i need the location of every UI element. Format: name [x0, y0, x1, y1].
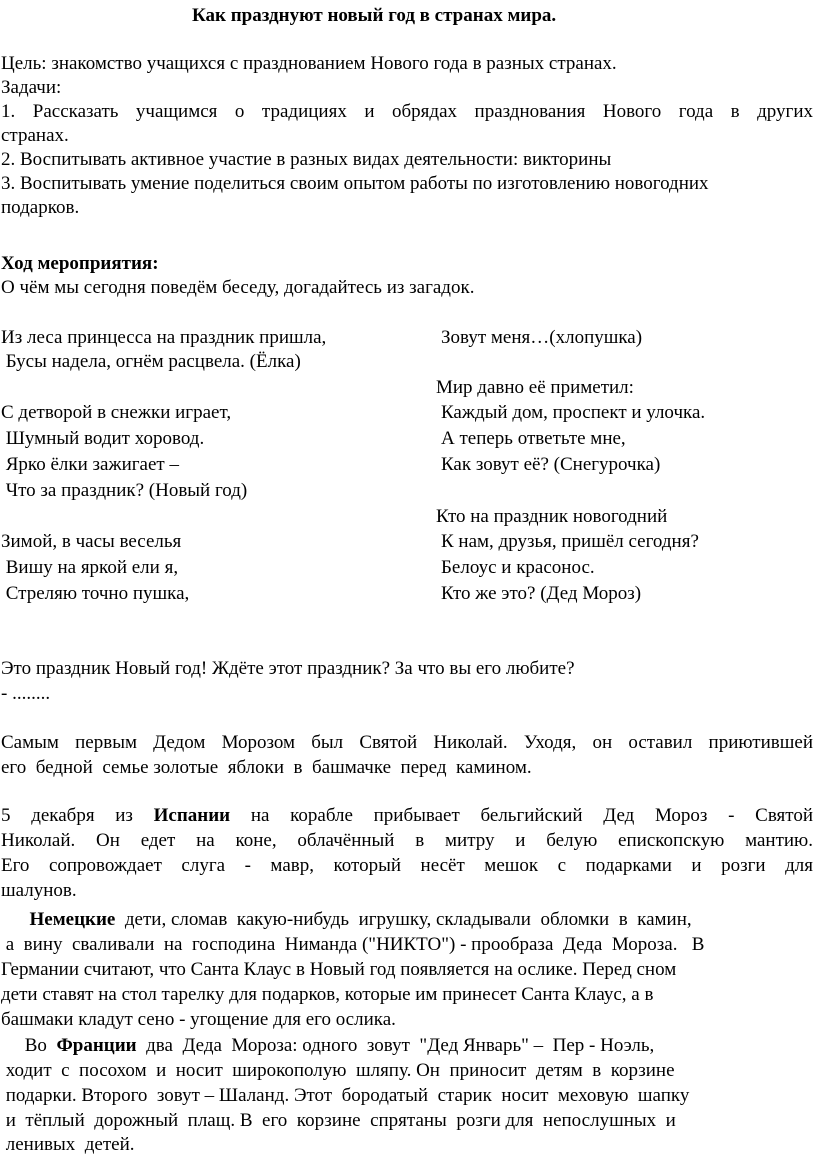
riddle-left-line: Стреляю точно пушка, — [1, 583, 190, 604]
riddle-right-line: Как зовут её? (Снегурочка) — [441, 454, 661, 475]
riddle-right-line: Кто же это? (Дед Мороз) — [441, 583, 642, 604]
riddle-left-line: Зимой, в часы веселья — [1, 531, 182, 552]
dots-line: - ........ — [1, 683, 51, 704]
germany-line-post: дети, сломав какую-нибудь игрушку, складывали обломки в камин, — [115, 909, 692, 930]
title-text: Как празднуют новый год в странах мира. — [192, 5, 557, 26]
riddle-right-line: Кто на праздник новогодний — [436, 506, 668, 527]
task-line: странах. — [1, 125, 69, 146]
spain-line-post: на корабле прибывает бельгийский Дед Мороз - Святой — [230, 805, 813, 826]
tasks-heading: Задачи: — [1, 77, 62, 98]
riddle-left-line: Из леса принцесса на праздник пришла, — [1, 327, 327, 348]
riddle-right-line: Каждый дом, проспект и улочка. — [441, 402, 706, 423]
spain-line — [1, 804, 813, 828]
spain-country: Испании — [153, 805, 231, 826]
france-line: и тёплый дорожный плащ. В его корзине спрятаны розги для непослушных и — [1, 1110, 676, 1131]
intro-line: О чём мы сегодня поведём беседу, догадайтесь из загадок. — [1, 277, 475, 298]
task-line: 2. Воспитывать активное участие в разных видах деятельности: викторины — [1, 149, 612, 170]
riddle-right-line: А теперь ответьте мне, — [441, 428, 626, 449]
nicholas-line: Самым первым Дедом Морозом был Святой Николай. Уходя, он оставил приютившей — [1, 732, 813, 753]
spain-line: шалунов. — [1, 880, 77, 901]
riddle-right-line: Зовут меня…(хлопушка) — [441, 327, 643, 348]
spain-line: Его сопровождает слуга - мавр, который несёт мешок с подарками и розги для — [1, 855, 813, 876]
france-line: подарки. Второго зовут – Шаланд. Этот бородатый старик носит меховую шапку — [1, 1085, 690, 1106]
riddle-right-line: Мир давно её приметил: — [436, 377, 634, 398]
riddle-left-line: Ярко ёлки зажигает – — [1, 454, 179, 475]
document-title — [192, 4, 556, 28]
france-line — [1, 1034, 654, 1058]
riddle-left-line: Вишу на яркой ели я, — [1, 557, 179, 578]
task-line: подарков. — [1, 197, 80, 218]
riddle-right-line: К нам, друзья, пришёл сегодня? — [441, 531, 699, 552]
riddle-left-line: С детворой в снежки играет, — [1, 402, 232, 423]
germany-line: а вину сваливали на господина Ниманда ("НИКТО") - прообраза Деда Мороза. В — [1, 934, 705, 955]
task-line: 3. Воспитывать умение поделиться своим опытом работы по изготовлению новогодних — [1, 173, 709, 194]
riddle-left-line: Шумный водит хоровод. — [1, 428, 205, 449]
event-heading-text: Ход мероприятия: — [1, 253, 159, 274]
germany-line: дети ставят на стол тарелку для подарков, которые им принесет Санта Клаус, а в — [1, 984, 654, 1005]
question-line: Это праздник Новый год! Ждёте этот праздник? За что вы его любите? — [1, 658, 575, 679]
task-line: 1. Рассказать учащимся о традициях и обрядах празднования Нового года в других — [1, 101, 813, 122]
france-line: ходит с посохом и носит широкополую шляпу. Он приносит детям в корзине — [1, 1060, 675, 1081]
spain-line-pre: 5 декабря из — [1, 805, 154, 826]
riddle-left-line: Бусы надела, огнём расцвела. (Ёлка) — [1, 351, 301, 372]
germany-line — [1, 908, 692, 932]
nicholas-line: его бедной семье золотые яблоки в башмачке перед камином. — [1, 757, 532, 778]
riddle-left-line: Что за праздник? (Новый год) — [1, 480, 248, 501]
riddle-right-line: Белоус и красонос. — [441, 557, 595, 578]
france-line-pre: Во — [1, 1035, 57, 1056]
france-line-post: два Деда Мороза: одного зовут "Дед Январь" – Пер - Ноэль, — [136, 1035, 655, 1056]
germany-line: Германии считают, что Санта Клаус в Новый год появляется на ослике. Перед сном — [1, 959, 677, 980]
france-line: ленивых детей. — [1, 1134, 135, 1155]
spain-line: Николай. Он едет на коне, облачённый в митру и белую епископскую мантию. — [1, 830, 813, 851]
france-country: Франции — [56, 1035, 137, 1056]
germany-line-pre — [1, 909, 30, 930]
germany-line: башмаки кладут сено - угощение для его ослика. — [1, 1009, 396, 1030]
goal-line: Цель: знакомство учащихся с празднованием Нового года в разных странах. — [1, 53, 617, 74]
event-heading — [1, 252, 159, 276]
germany-country: Немецкие — [29, 909, 116, 930]
